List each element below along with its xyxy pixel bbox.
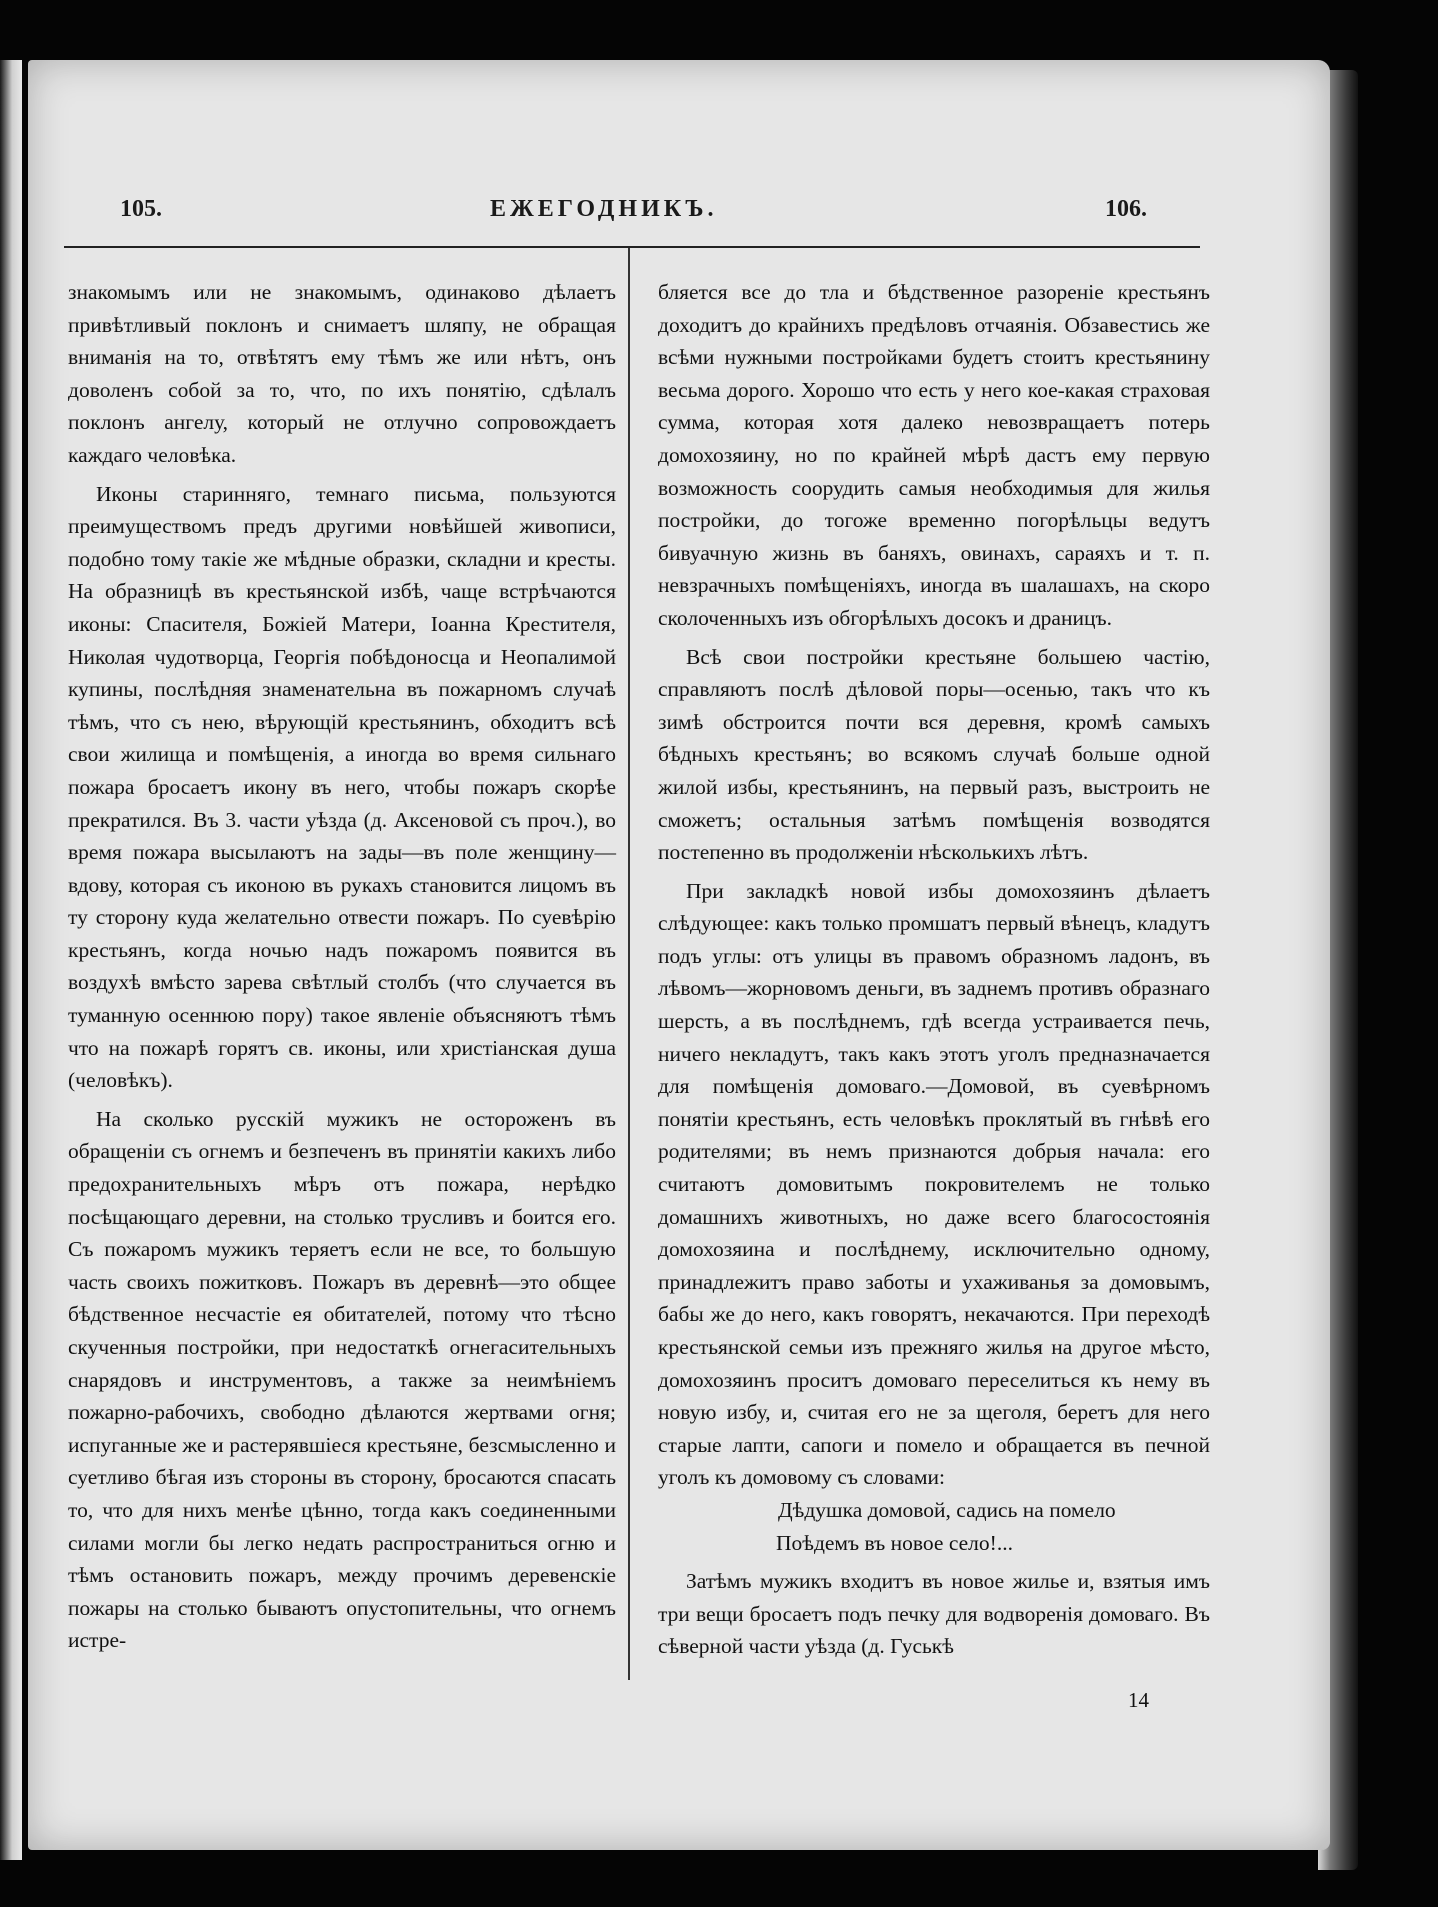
paragraph: На сколько русскій мужикъ не остороженъ въ обращеніи съ огнемъ и безпеченъ въ принятіи какихъ либо предохранительныхъ мѣръ отъ пожара, нерѣдко посѣщающаго деревни, на столько трусливъ и боится его. Съ пожаромъ мужикъ теряетъ если не все, то большую часть своихъ пожитковъ. Пожаръ въ деревнѣ—это общее бѣдственное несчастіе ея обитателей, потому что тѣсно скученныя постройки, при недостаткѣ огнегасительныхъ снарядовъ и инструментовъ, а также за неимѣніемъ пожарно-рабочихъ, свободно дѣлаются жертвами огня; испуганные же и растерявшіеся крестьяне, безсмысленно и суетливо бѣгая изъ стороны въ сторону, бросаются спасать то, что для нихъ менѣе цѣнно, тогда какъ соединенными силами могли бы легко недать распространиться огню и тѣмъ остановить пожаръ, между прочимъ деревенскіе пожары на столько бываютъ опустопительны, что огнемъ истре- <box>68 1106 616 1653</box>
left-page-edge <box>0 60 22 1860</box>
paragraph: знакомымъ или не знакомымъ, одинаково дѣлаетъ привѣтливый поклонъ и снимаетъ шляпу, не обращая вниманія на то, отвѣтятъ ему тѣмъ же или нѣтъ, онъ доволенъ собой за то, что, по ихъ понятію, сдѣлалъ поклонъ ангелу, который не отлучно сопровождаетъ каждаго человѣка. <box>68 280 616 467</box>
column-divider <box>628 248 630 1680</box>
running-title: ЕЖЕГОДНИКЪ. <box>490 196 718 222</box>
paragraph: При закладкѣ новой избы домохозяинъ дѣлаетъ слѣдующее: какъ только промшатъ первый вѣнецъ, кладутъ подъ углы: отъ улицы въ правомъ образномъ ладонъ, въ лѣвомъ—жорновомъ деньги, въ заднемъ противъ образнаго шерсть, а въ послѣднемъ, гдѣ всегда устраивается печь, ничего некладутъ, такъ какъ этотъ уголъ предназначается для помѣщенія домоваго.—Домовой, въ суевѣрномъ понятіи крестьянъ, есть человѣкъ проклятый въ гнѣвѣ его родителями; въ немъ признаются добрыя начала: его считаютъ домовитымъ покровителемъ не только домашнихъ животныхъ, но даже всего благосостоянія домохозяина и послѣднему, исключительно одному, принадлежитъ право заботы и ухаживанья за домовымъ, бабы же до него, какъ говорятъ, некачаются. При переходѣ крестьянской семьи изъ прежняго жилья на другое мѣсто, домохозяинъ проситъ домоваго переселиться къ нему въ новую избу, и, считая его не за щеголя, беретъ для него старые лапти, сапоги и помело и обращается въ печной уголъ къ домовому съ словами: <box>658 878 1210 1490</box>
paragraph: Иконы старинняго, темнаго письма, пользуются преимуществомъ предъ другими новѣйшей живописи, подобно тому такіе же мѣдные образки, складни и кресты. На образницѣ въ крестьянской избѣ, чаще встрѣчаются иконы: Спасителя, Божіей Матери, Іоанна Крестителя, Николая чудотворца, Георгія побѣдоносца и Неопалимой купины, послѣдняя знаменательна въ пожарномъ случаѣ тѣмъ, что съ нею, вѣрующій крестьянинъ, обходитъ всѣ свои жилища и помѣщенія, а иногда во время сильнаго пожара бросаетъ икону въ него, чтобы пожаръ скорѣе прекратился. Въ 3. части уѣзда (д. Аксеновой съ проч.), во время пожара высылаютъ на зады—въ поле женщину—вдову, которая съ иконою въ рукахъ становится лицомъ въ ту сторону куда желательно отвести пожаръ. По суевѣрію крестьянъ, когда ночью надъ пожаромъ появится въ воздухѣ вмѣсто зарева свѣтлый столбъ (что случается въ туманную осеннюю пору) такое явленіе объясняютъ тѣмъ что на пожарѣ горятъ св. иконы, или христіанская душа (человѣкъ). <box>68 481 616 1093</box>
signature-mark: 14 <box>1128 1688 1149 1712</box>
paragraph: Затѣмъ мужикъ входитъ въ новое жилье и, взятыя имъ три вещи бросаетъ подъ печку для водворенія домоваго. Въ сѣверной части уѣзда (д. Гуськѣ <box>658 1569 1210 1659</box>
running-header <box>50 196 1200 236</box>
left-column <box>68 276 616 1657</box>
paragraph: Всѣ свои постройки крестьяне большею частію, справляютъ послѣ дѣловой поры—осенью, такъ что къ зимѣ обстроится почти вся деревня, кромѣ самыхъ бѣдныхъ крестьянъ; во всякомъ случаѣ больше одной жилой избы, крестьянинъ, на первый разъ, выстроить не сможетъ; остальныя затѣмъ помѣщенія возводятся постепенно въ продолженіи нѣсколькихъ лѣтъ. <box>658 644 1210 865</box>
verse-line: Поѣдемъ въ новое село!... <box>776 1530 1013 1555</box>
right-column <box>658 276 1210 1663</box>
page-number-left: 105. <box>120 196 162 222</box>
paragraph: бляется все до тла и бѣдственное разореніе крестьянъ доходитъ до крайнихъ предѣловъ отчаянія. Обзавестись же всѣми нужными постройками будетъ стоитъ крестьянину весьма дорого. Хорошо что есть у него кое-какая страховая сумма, которая хотя далеко невозвращаетъ потерь домохозяину, но по крайней мѣрѣ дастъ ему первую возможность соорудить самыя необходимыя для жилья постройки, до тогоже временно погорѣльцы ведутъ бивуачную жизнь въ баняхъ, овинахъ, сараяхъ и т. п. невзрачныхъ помѣщеніяхъ, иногда въ шалашахъ, на скоро сколоченныхъ изъ обгорѣлыхъ досокъ и драницъ. <box>658 280 1210 630</box>
verse-line: Дѣдушка домовой, садись на помело <box>778 1497 1116 1522</box>
header-rule <box>64 246 1200 248</box>
page-number-right: 106. <box>1105 196 1147 222</box>
